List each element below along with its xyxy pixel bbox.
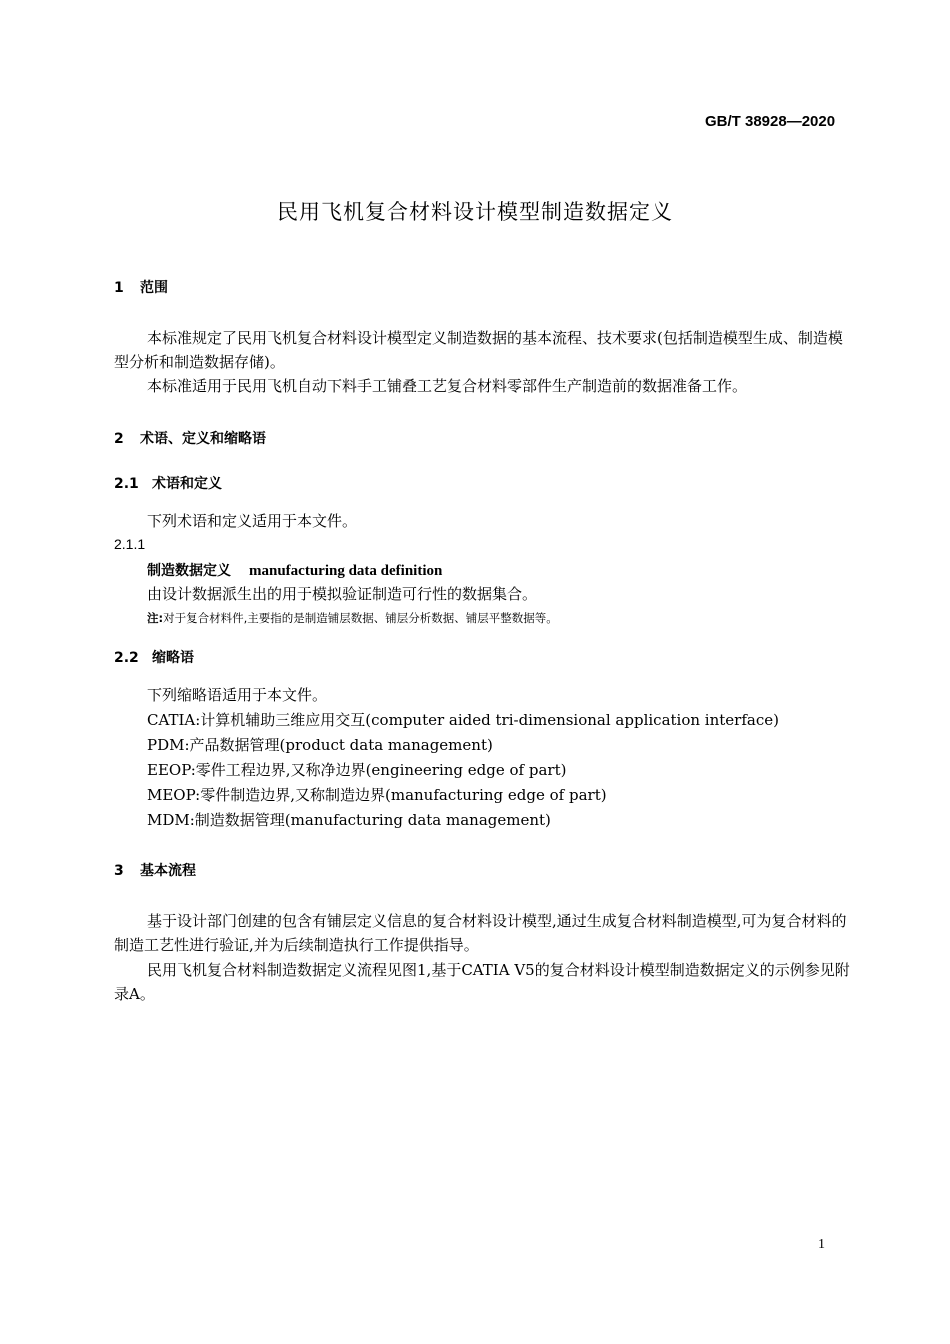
abbreviation-item: EEOP:零件工程边界,又称净边界(engineering edge of part) <box>147 761 567 779</box>
section-2-heading <box>114 428 266 448</box>
section-2-2-title: 缩略语 <box>152 650 194 666</box>
section-1-paragraph-1: 本标准规定了民用飞机复合材料设计模型定义制造数据的基本流程、技术要求(包括制造模型生成、制造模型分析和制造数据存储)。 <box>114 329 843 371</box>
section-2-1-heading <box>114 473 222 493</box>
section-3-title: 基本流程 <box>140 863 196 879</box>
section-2-title: 术语、定义和缩略语 <box>140 431 266 447</box>
standard-code: GB/T 38928—2020 <box>705 113 836 130</box>
section-3-number: 3 <box>114 863 124 879</box>
term-name <box>147 560 442 580</box>
section-1-title: 范围 <box>140 280 168 296</box>
section-3-paragraph-1: 基于设计部门创建的包含有铺层定义信息的复合材料设计模型,通过生成复合材料制造模型,可为复合材料的制造工艺性进行验证,并为后续制造执行工作提供指导。 <box>114 912 847 954</box>
section-2-number: 2 <box>114 431 124 447</box>
abbreviation-item: MDM:制造数据管理(manufacturing data management) <box>147 811 551 829</box>
section-2-1-title: 术语和定义 <box>152 476 222 492</box>
section-1-number: 1 <box>114 280 124 296</box>
section-2-1-number: 2.1 <box>114 476 139 492</box>
section-2-2-number: 2.2 <box>114 650 139 666</box>
term-name-cn: 制造数据定义 <box>147 563 231 579</box>
section-3-heading <box>114 860 196 880</box>
section-2-1-intro: 下列术语和定义适用于本文件。 <box>147 512 358 530</box>
term-definition: 由设计数据派生出的用于模拟验证制造可行性的数据集合。 <box>147 585 538 603</box>
abbreviation-item: MEOP:零件制造边界,又称制造边界(manufacturing edge of part) <box>147 786 607 804</box>
section-1-heading <box>114 277 168 297</box>
note-text: 对于复合材料件,主要指的是制造铺层数据、铺层分析数据、铺层平整数据等。 <box>163 611 558 625</box>
page-number: 1 <box>818 1237 825 1252</box>
term-note <box>147 610 558 626</box>
section-2-2-heading <box>114 647 194 667</box>
section-3-paragraph-2: 民用飞机复合材料制造数据定义流程见图1,基于CATIA V5的复合材料设计模型制造数据定义的示例参见附录A。 <box>114 961 850 1003</box>
note-label: 注: <box>147 611 164 625</box>
term-name-en: manufacturing data definition <box>249 563 443 579</box>
document-title: 民用飞机复合材料设计模型制造数据定义 <box>277 200 673 224</box>
section-1-paragraph-2: 本标准适用于民用飞机自动下料手工铺叠工艺复合材料零部件生产制造前的数据准备工作。 <box>147 377 748 395</box>
section-2-2-intro: 下列缩略语适用于本文件。 <box>147 686 328 704</box>
term-number: 2.1.1 <box>114 536 146 552</box>
abbreviation-item: PDM:产品数据管理(product data management) <box>147 736 493 754</box>
abbreviation-item: CATIA:计算机辅助三维应用交互(computer aided tri-dimensional application interface) <box>147 711 779 729</box>
